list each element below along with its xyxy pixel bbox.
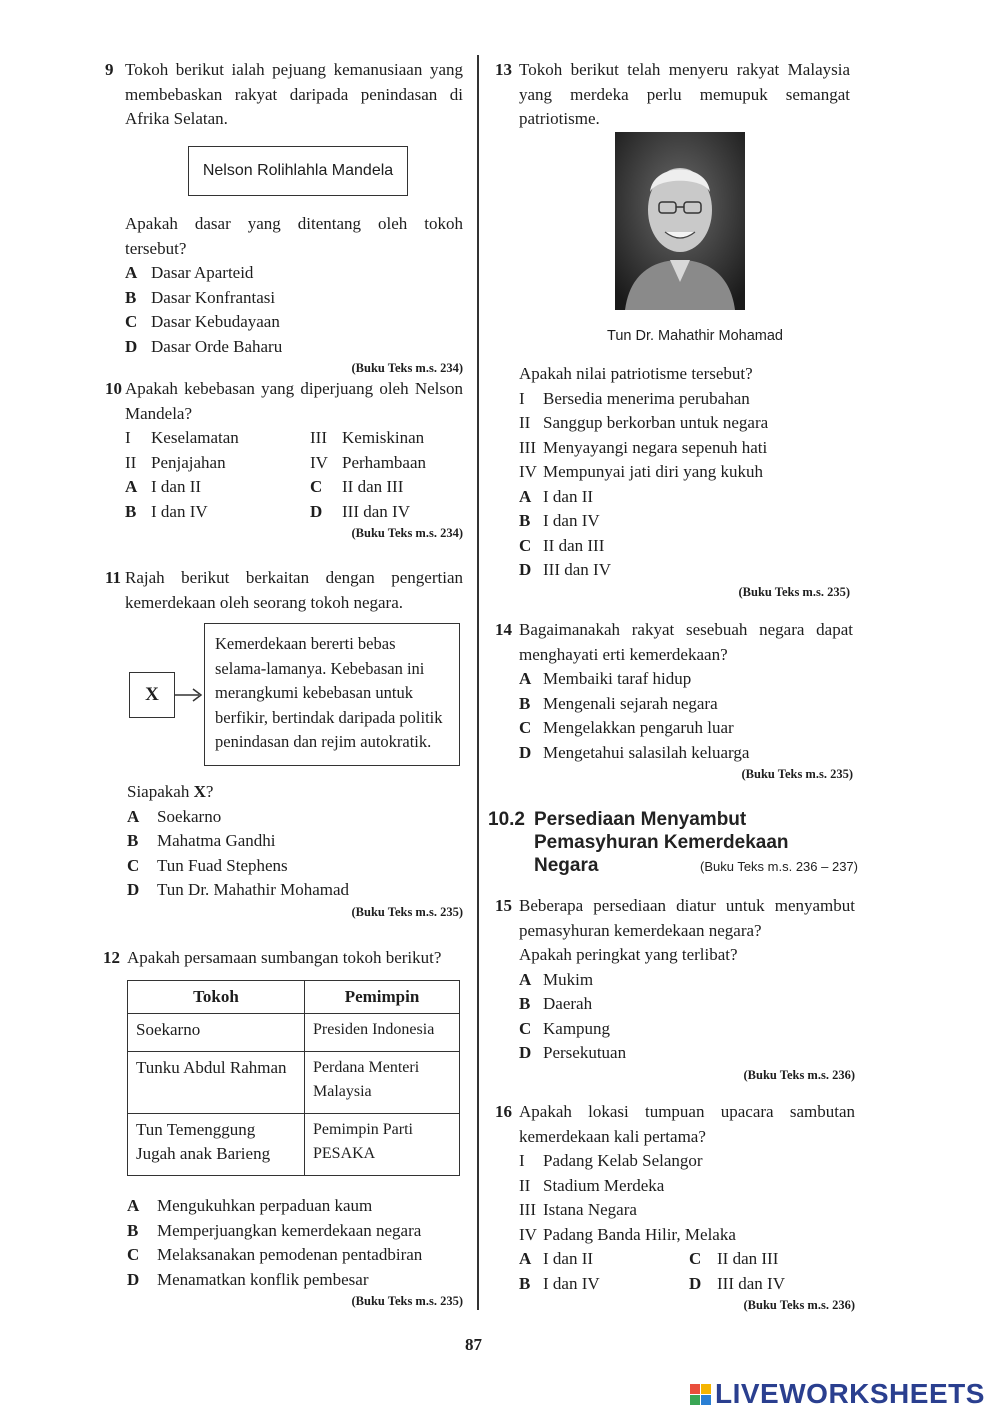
- option-b[interactable]: B Daerah: [519, 994, 593, 1013]
- option-b[interactable]: B I dan IV: [125, 501, 208, 521]
- option-c[interactable]: C II dan III: [689, 1249, 779, 1268]
- option-c[interactable]: C Tun Fuad Stephens: [127, 855, 288, 875]
- question-prompt: Siapakah X?: [127, 782, 214, 801]
- statement-3: III Kemiskinan: [310, 428, 425, 447]
- section-reference: (Buku Teks m.s. 236 – 237): [699, 859, 858, 874]
- option-b[interactable]: B I dan IV: [519, 1273, 600, 1293]
- option-b[interactable]: B Mengenali sejarah negara: [519, 693, 718, 713]
- question-15: [495, 894, 855, 1084]
- question-number: 10: [105, 379, 122, 398]
- option-d[interactable]: D III dan IV: [519, 560, 611, 579]
- question-text: Apakah kebebasan yang diperjuang oleh Nelson Mandela?: [125, 379, 463, 423]
- section-number: 10.2: [488, 809, 525, 830]
- section-title-line: Pemasyhuran Kemerdekaan: [534, 832, 789, 853]
- textbook-reference: (Buku Teks m.s. 234): [351, 526, 463, 540]
- table-row: [128, 1052, 460, 1114]
- textbook-reference: (Buku Teks m.s. 235): [738, 584, 850, 599]
- textbook-reference: (Buku Teks m.s. 235): [741, 767, 853, 781]
- brand-logo-icon: [690, 1384, 711, 1405]
- statement-4: IV Mempunyai jati diri yang kukuh: [519, 462, 764, 481]
- question-text: Beberapa persediaan diatur untuk menyambut pemasyhuran kemerdekaan negara?: [519, 896, 855, 940]
- question-12-body: [103, 1194, 463, 1310]
- table-row: [128, 1014, 460, 1052]
- option-grid: [125, 475, 463, 524]
- option-a[interactable]: A Mukim: [519, 969, 594, 989]
- textbook-reference: (Buku Teks m.s. 236): [743, 1298, 855, 1312]
- option-c[interactable]: C Melaksanakan pemodenan pentadbiran: [127, 1245, 423, 1264]
- option-a[interactable]: A Membaiki taraf hidup: [519, 669, 692, 688]
- textbook-reference: (Buku Teks m.s. 235): [351, 1294, 463, 1308]
- question-12: [103, 946, 463, 971]
- question-number: 12: [103, 948, 120, 967]
- table-cell: Presiden Indonesia: [305, 1014, 460, 1052]
- liveworksheets-logo[interactable]: [690, 1378, 985, 1410]
- option-b[interactable]: B Dasar Konfrantasi: [125, 287, 276, 307]
- brand-square: [690, 1384, 700, 1394]
- table-header: Tokoh: [128, 981, 305, 1014]
- statement-grid: [125, 426, 463, 475]
- table-cell: Soekarno: [128, 1014, 305, 1052]
- question-number: 13: [495, 60, 512, 79]
- option-d[interactable]: D Mengetahui salasilah keluarga: [519, 742, 750, 762]
- question-11: [105, 566, 463, 615]
- statement-1: I Keselamatan: [125, 428, 239, 447]
- question-11-body: [105, 780, 463, 921]
- question-9-body: [105, 212, 463, 377]
- question-number: 11: [105, 568, 122, 587]
- x-box: X: [129, 672, 175, 718]
- leaders-table: [127, 980, 460, 1176]
- question-14: [495, 618, 853, 783]
- table-cell: Perdana Menteri Malaysia: [305, 1052, 460, 1114]
- question-text: Tokoh berikut telah menyeru rakyat Malaysia yang merdeka perlu memupuk semangat patriotisme.: [519, 60, 850, 128]
- name-box: Nelson Rolihlahla Mandela: [188, 146, 408, 196]
- brand-square: [701, 1395, 711, 1405]
- option-a[interactable]: A Mengukuhkan perpaduan kaum: [127, 1196, 373, 1215]
- option-b[interactable]: B Mahatma Gandhi: [127, 831, 276, 850]
- option-b[interactable]: B I dan IV: [519, 511, 600, 530]
- option-grid: [519, 1247, 855, 1296]
- portrait-photo: [615, 132, 745, 310]
- statement-3: III Menyayangi negara sepenuh hati: [519, 437, 768, 457]
- option-d[interactable]: D Persekutuan: [519, 1043, 627, 1062]
- statement-4: IV Padang Banda Hilir, Melaka: [519, 1224, 736, 1244]
- option-d[interactable]: D Tun Dr. Mahathir Mohamad: [127, 880, 350, 899]
- question-number: 14: [495, 620, 512, 639]
- question-prompt: Apakah dasar yang ditentang oleh tokoh tersebut?: [125, 214, 463, 258]
- option-a[interactable]: A I dan II: [519, 1249, 594, 1268]
- option-a[interactable]: A Soekarno: [127, 806, 222, 826]
- column-divider: [477, 55, 479, 1310]
- table-row: [128, 1114, 460, 1176]
- statement-1: I Padang Kelab Selangor: [519, 1151, 703, 1170]
- textbook-reference: (Buku Teks m.s. 235): [351, 904, 463, 919]
- question-number: 9: [105, 60, 114, 79]
- question-text: Apakah lokasi tumpuan upacara sambutan kemerdekaan kali pertama?: [519, 1102, 855, 1146]
- question-13-body: [495, 362, 850, 601]
- option-d[interactable]: D Dasar Orde Baharu: [125, 336, 283, 356]
- option-d[interactable]: D III dan IV: [310, 501, 410, 521]
- question-text: Bagaimanakah rakyat sesebuah negara dapat menghayati erti kemerdekaan?: [519, 620, 853, 664]
- option-c[interactable]: C Kampung: [519, 1018, 611, 1038]
- table-header: Pemimpin: [305, 981, 460, 1014]
- table-cell: Pemimpin Parti PESAKA: [305, 1114, 460, 1176]
- brand-square: [701, 1384, 711, 1394]
- option-a[interactable]: A Dasar Aparteid: [125, 263, 254, 282]
- textbook-reference: (Buku Teks m.s. 236): [743, 1067, 855, 1082]
- table-cell: Tun Temenggung Jugah anak Barieng: [128, 1114, 305, 1176]
- section-heading: [488, 808, 858, 878]
- statement-3: III Istana Negara: [519, 1200, 637, 1219]
- option-c[interactable]: C II dan III: [519, 535, 605, 555]
- question-prompt: Apakah peringkat yang terlibat?: [519, 945, 738, 964]
- option-a[interactable]: A I dan II: [125, 477, 202, 496]
- question-10: [105, 377, 463, 542]
- page-number: 87: [465, 1335, 482, 1354]
- question-text: Rajah berikut berkaitan dengan pengertian kemerdekaan oleh seorang tokoh negara.: [125, 568, 463, 612]
- question-number: 15: [495, 896, 512, 915]
- option-c[interactable]: C Mengelakkan pengaruh luar: [519, 718, 734, 737]
- textbook-reference: (Buku Teks m.s. 234): [351, 361, 463, 375]
- brand-name: LIVEWORKSHEETS: [715, 1378, 985, 1409]
- option-c[interactable]: C II dan III: [310, 477, 404, 496]
- arrow-right-icon: [175, 685, 205, 705]
- statement-4: IV Perhambaan: [310, 452, 427, 472]
- question-text: Tokoh berikut ialah pejuang kemanusiaan yang membebaskan rakyat daripada penindasan di Afrika Selatan.: [125, 60, 463, 128]
- statement-2: II Sanggup berkorban untuk negara: [519, 413, 769, 432]
- statement-2: II Penjajahan: [125, 452, 226, 472]
- option-b[interactable]: B Memperjuangkan kemerdekaan negara: [127, 1220, 422, 1240]
- statement-1: I Bersedia menerima perubahan: [519, 388, 750, 408]
- option-d[interactable]: D Menamatkan konflik pembesar: [127, 1269, 369, 1289]
- quote-box: Kemerdekaan bererti bebas selama-lamanya. Kebebasan ini merangkumi kebebasan untuk berfikir, bertindak daripada politik penindasan dan rejim autokratik.: [204, 623, 460, 766]
- section-title-line: Persediaan Menyambut: [534, 809, 747, 830]
- option-c[interactable]: C Dasar Kebudayaan: [125, 312, 280, 331]
- option-a[interactable]: A I dan II: [519, 486, 594, 506]
- question-number: 16: [495, 1102, 512, 1121]
- section-title-line: Negara: [534, 855, 599, 876]
- question-prompt: Apakah nilai patriotisme tersebut?: [519, 364, 753, 383]
- table-cell: Tunku Abdul Rahman: [128, 1052, 305, 1114]
- brand-square: [690, 1395, 700, 1405]
- question-13: [495, 58, 850, 132]
- option-d[interactable]: D III dan IV: [689, 1273, 785, 1293]
- question-9: [105, 58, 463, 132]
- photo-caption: Tun Dr. Mahathir Mohamad: [607, 328, 783, 344]
- table-header-row: [128, 981, 460, 1014]
- question-16: [495, 1100, 855, 1314]
- statement-2: II Stadium Merdeka: [519, 1175, 665, 1195]
- question-text: Apakah persamaan sumbangan tokoh berikut?: [127, 948, 442, 967]
